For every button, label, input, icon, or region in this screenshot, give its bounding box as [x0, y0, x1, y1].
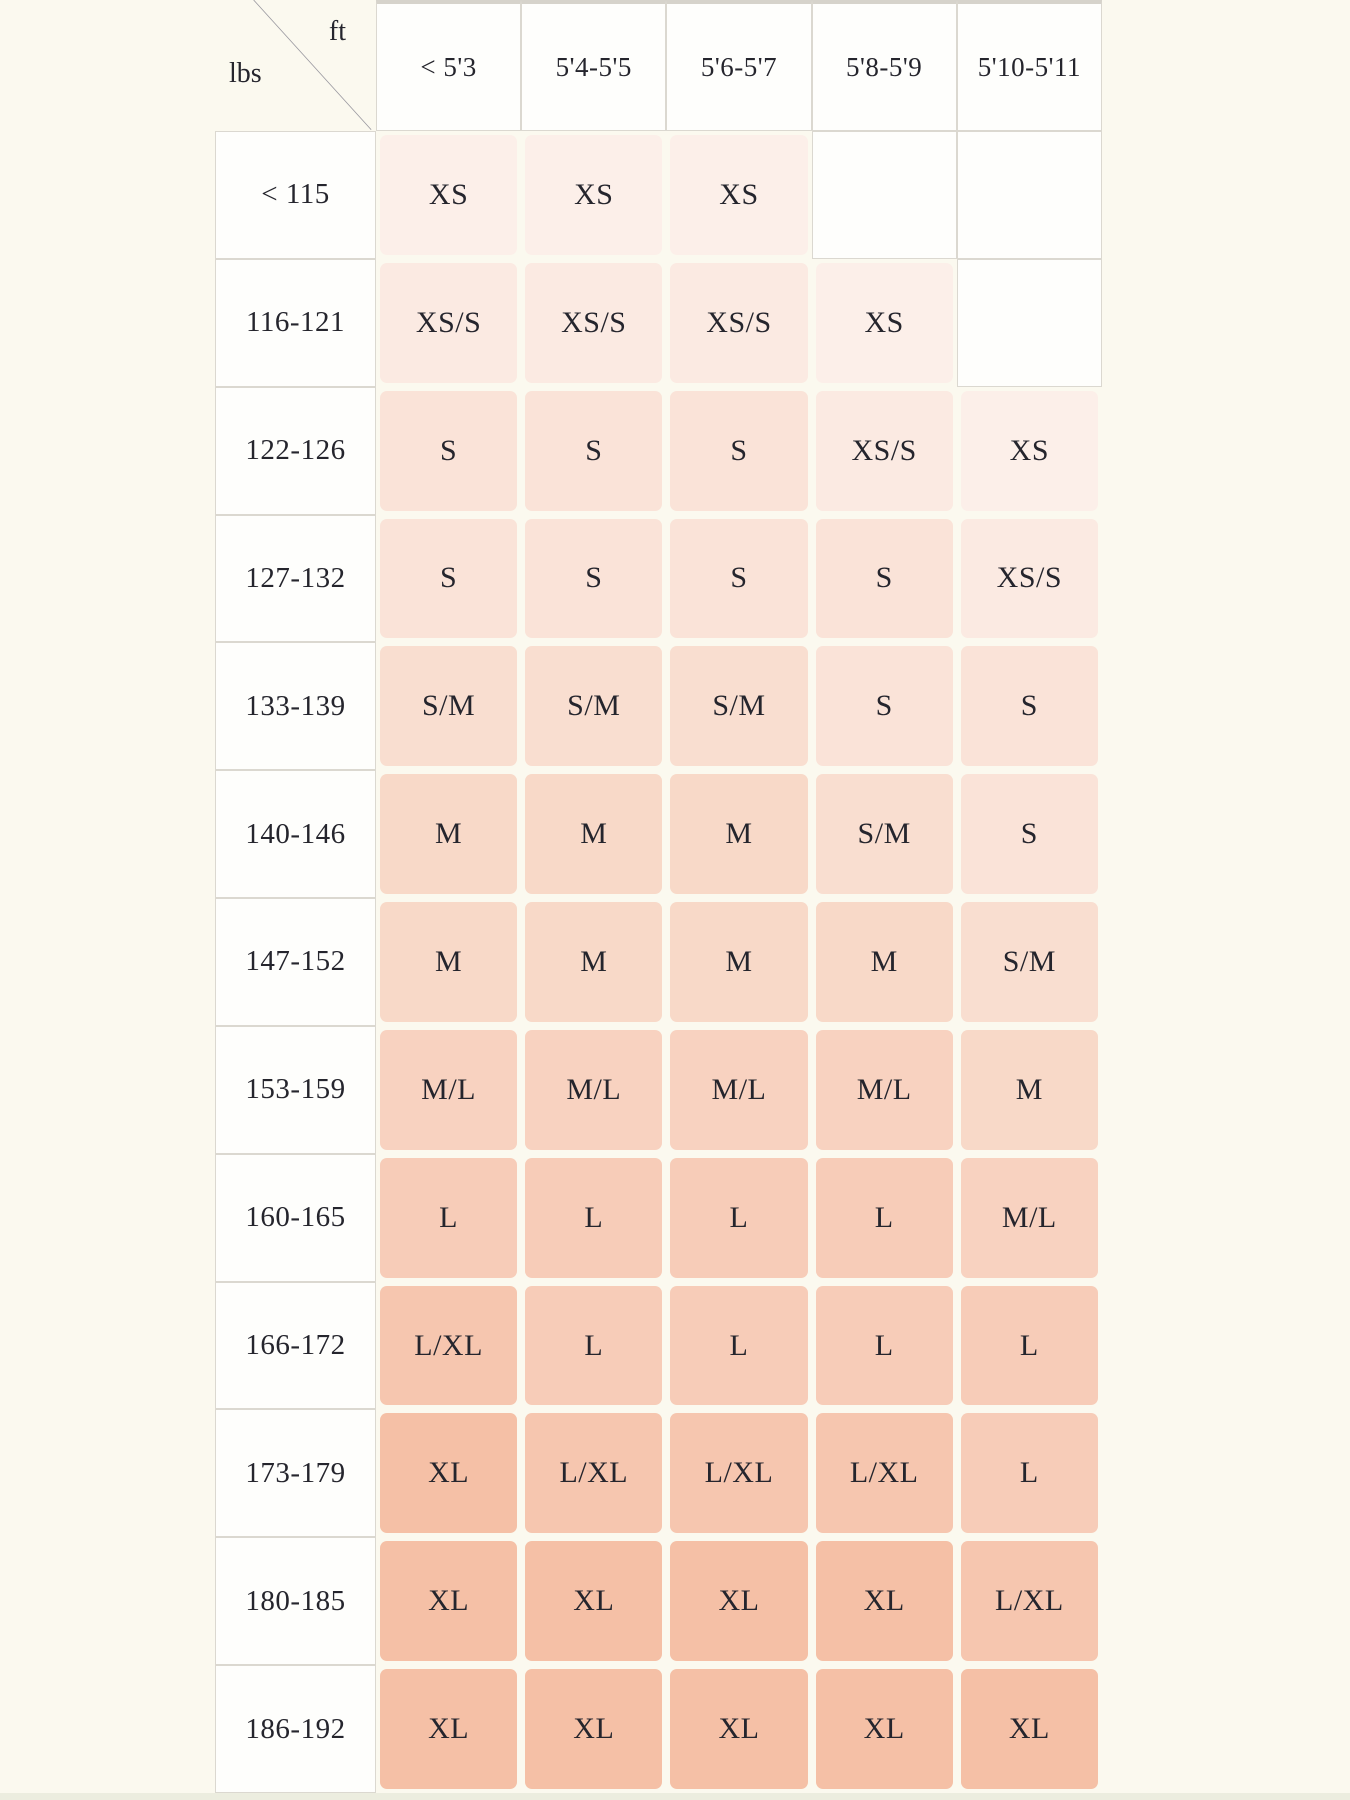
- size-cell-value: L: [961, 1286, 1098, 1406]
- empty-cell: [957, 259, 1102, 387]
- size-cell: [521, 1282, 666, 1410]
- size-cell: [957, 642, 1102, 770]
- size-cell-value: XS/S: [816, 391, 953, 511]
- size-cell-value: L/XL: [380, 1286, 517, 1406]
- size-cell: [666, 898, 811, 1026]
- size-cell: [521, 770, 666, 898]
- size-cell: [666, 642, 811, 770]
- row-header-label: 122-126: [245, 434, 346, 467]
- size-cell-value: S: [380, 391, 517, 511]
- size-cell: [812, 1026, 957, 1154]
- size-cell: [666, 131, 811, 259]
- size-cell: [666, 515, 811, 643]
- size-cell: [521, 642, 666, 770]
- size-cell: [957, 898, 1102, 1026]
- size-cell: [376, 1282, 521, 1410]
- size-cell: [521, 387, 666, 515]
- size-cell: [666, 1282, 811, 1410]
- size-cell: [521, 515, 666, 643]
- size-cell-value: M: [816, 902, 953, 1022]
- size-cell-value: S: [670, 391, 807, 511]
- size-cell-value: M/L: [961, 1158, 1098, 1278]
- size-cell: [957, 1537, 1102, 1665]
- row-header-label: 160-165: [245, 1201, 346, 1234]
- row-header: [215, 1026, 376, 1154]
- column-header: [666, 0, 811, 131]
- size-cell: [376, 131, 521, 259]
- size-cell: [521, 131, 666, 259]
- size-cell-value: S: [525, 519, 662, 639]
- empty-cell: [957, 131, 1102, 259]
- size-cell-value: S/M: [816, 774, 953, 894]
- corner-cell: [215, 0, 376, 131]
- row-header: [215, 770, 376, 898]
- size-cell: [957, 770, 1102, 898]
- corner-ft-label: ft: [328, 16, 346, 47]
- size-cell-value: XS/S: [670, 263, 807, 383]
- size-cell: [521, 1154, 666, 1282]
- row-header: [215, 1154, 376, 1282]
- size-cell-value: XS/S: [961, 519, 1098, 639]
- size-cell-value: L: [816, 1286, 953, 1406]
- size-cell-value: S: [961, 646, 1098, 766]
- size-cell-value: M/L: [670, 1030, 807, 1150]
- size-cell-value: L: [816, 1158, 953, 1278]
- column-header: [521, 0, 666, 131]
- size-cell-value: L: [670, 1158, 807, 1278]
- size-cell: [376, 387, 521, 515]
- size-cell-value: M: [380, 902, 517, 1022]
- size-cell-value: M: [961, 1030, 1098, 1150]
- size-cell: [521, 1665, 666, 1793]
- size-cell: [957, 1665, 1102, 1793]
- size-cell: [812, 1154, 957, 1282]
- size-cell-value: XL: [670, 1669, 807, 1789]
- size-cell-value: M/L: [525, 1030, 662, 1150]
- size-cell-value: XS/S: [525, 263, 662, 383]
- row-header: [215, 515, 376, 643]
- column-header-label: < 5'3: [420, 51, 477, 82]
- bottom-edge-strip: [0, 1793, 1350, 1800]
- row-header: [215, 1537, 376, 1665]
- row-header: [215, 1282, 376, 1410]
- size-cell: [376, 642, 521, 770]
- size-cell: [957, 1154, 1102, 1282]
- size-cell-value: S/M: [670, 646, 807, 766]
- size-cell: [376, 1409, 521, 1537]
- size-cell: [666, 1154, 811, 1282]
- size-cell-value: L: [961, 1413, 1098, 1533]
- size-cell: [957, 1026, 1102, 1154]
- size-cell-value: S: [525, 391, 662, 511]
- size-cell: [666, 770, 811, 898]
- size-cell: [521, 1537, 666, 1665]
- row-header-label: 153-159: [245, 1073, 346, 1106]
- row-header: [215, 898, 376, 1026]
- size-cell-value: L: [380, 1158, 517, 1278]
- size-cell-value: L/XL: [670, 1413, 807, 1533]
- size-cell-value: L/XL: [525, 1413, 662, 1533]
- size-cell-value: XS: [380, 135, 517, 255]
- row-header-label: < 115: [261, 178, 330, 211]
- size-cell-value: M: [525, 774, 662, 894]
- size-cell-value: M: [525, 902, 662, 1022]
- size-cell: [376, 1026, 521, 1154]
- row-header: [215, 131, 376, 259]
- size-cell-value: XL: [961, 1669, 1098, 1789]
- size-cell-value: XL: [670, 1541, 807, 1661]
- size-cell-value: S: [961, 774, 1098, 894]
- column-header: [957, 0, 1102, 131]
- row-header-label: 186-192: [245, 1712, 346, 1745]
- size-cell-value: L/XL: [961, 1541, 1098, 1661]
- size-cell-value: M: [670, 774, 807, 894]
- size-cell: [666, 1537, 811, 1665]
- size-cell: [957, 1282, 1102, 1410]
- size-cell-value: XS: [670, 135, 807, 255]
- size-cell: [376, 1537, 521, 1665]
- column-header-label: 5'6-5'7: [700, 51, 778, 82]
- size-cell-value: XL: [816, 1669, 953, 1789]
- size-cell: [812, 259, 957, 387]
- size-cell: [957, 515, 1102, 643]
- size-cell-value: XS: [961, 391, 1098, 511]
- size-cell: [812, 898, 957, 1026]
- size-cell-value: L: [670, 1286, 807, 1406]
- row-header: [215, 1409, 376, 1537]
- column-header-label: 5'8-5'9: [846, 51, 923, 82]
- empty-cell: [812, 131, 957, 259]
- size-cell: [376, 1154, 521, 1282]
- size-cell: [812, 642, 957, 770]
- size-cell-value: S/M: [525, 646, 662, 766]
- row-header: [215, 1665, 376, 1793]
- size-cell: [812, 515, 957, 643]
- size-cell-value: M/L: [380, 1030, 517, 1150]
- size-cell: [376, 1665, 521, 1793]
- size-cell: [521, 1409, 666, 1537]
- size-cell: [666, 1409, 811, 1537]
- size-cell-value: XL: [525, 1541, 662, 1661]
- size-cell: [666, 387, 811, 515]
- size-cell: [957, 387, 1102, 515]
- row-header-label: 127-132: [245, 561, 346, 594]
- size-cell-value: L/XL: [816, 1413, 953, 1533]
- size-cell: [812, 1282, 957, 1410]
- size-cell: [376, 515, 521, 643]
- size-cell-value: S/M: [961, 902, 1098, 1022]
- row-header-label: 133-139: [245, 689, 346, 722]
- size-cell: [957, 1409, 1102, 1537]
- size-cell-value: XS/S: [380, 263, 517, 383]
- row-header: [215, 387, 376, 515]
- size-cell-value: M: [380, 774, 517, 894]
- size-cell: [666, 259, 811, 387]
- size-cell-value: XL: [380, 1669, 517, 1789]
- row-header: [215, 259, 376, 387]
- column-header-label: 5'10-5'11: [977, 51, 1081, 82]
- size-cell-value: XL: [380, 1413, 517, 1533]
- size-cell-value: S: [670, 519, 807, 639]
- size-cell-value: S: [380, 519, 517, 639]
- size-cell-value: M: [670, 902, 807, 1022]
- size-cell-value: S/M: [380, 646, 517, 766]
- column-header-label: 5'4-5'5: [555, 51, 632, 82]
- size-cell-value: L: [525, 1286, 662, 1406]
- size-cell: [666, 1026, 811, 1154]
- size-cell: [812, 1537, 957, 1665]
- row-header-label: 116-121: [245, 306, 346, 339]
- size-cell: [812, 1665, 957, 1793]
- size-cell-value: XL: [525, 1669, 662, 1789]
- size-cell: [812, 770, 957, 898]
- size-cell: [376, 259, 521, 387]
- size-cell: [521, 259, 666, 387]
- row-header-label: 180-185: [245, 1584, 346, 1617]
- size-cell-value: XL: [816, 1541, 953, 1661]
- size-cell-value: XS: [816, 263, 953, 383]
- size-cell: [812, 387, 957, 515]
- row-header-label: 166-172: [245, 1329, 346, 1362]
- row-header-label: 147-152: [245, 945, 346, 978]
- size-cell: [521, 1026, 666, 1154]
- size-chart-table: [215, 0, 1102, 1793]
- row-header-label: 173-179: [245, 1456, 346, 1489]
- column-header: [812, 0, 957, 131]
- size-cell-value: M/L: [816, 1030, 953, 1150]
- size-cell-value: XS: [525, 135, 662, 255]
- size-cell: [666, 1665, 811, 1793]
- corner-lbs-label: lbs: [229, 58, 262, 89]
- size-cell-value: S: [816, 646, 953, 766]
- row-header-label: 140-146: [245, 817, 346, 850]
- size-cell: [376, 770, 521, 898]
- size-cell-value: S: [816, 519, 953, 639]
- size-cell: [521, 898, 666, 1026]
- size-cell-value: L: [525, 1158, 662, 1278]
- size-cell-value: XL: [380, 1541, 517, 1661]
- size-cell: [812, 1409, 957, 1537]
- row-header: [215, 642, 376, 770]
- column-header: [376, 0, 521, 131]
- size-cell: [376, 898, 521, 1026]
